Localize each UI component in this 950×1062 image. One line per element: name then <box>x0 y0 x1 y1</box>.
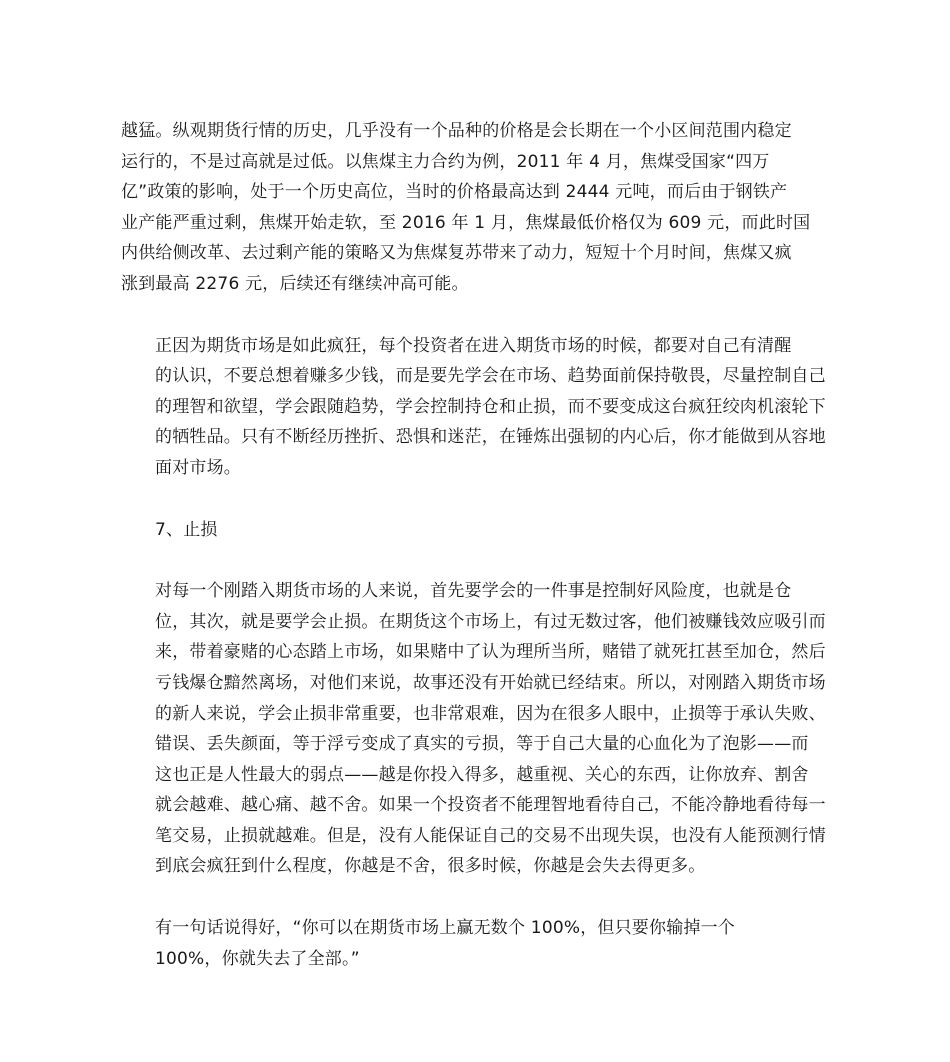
text-line: 越猛。纵观期货行情的历史，几乎没有一个品种的价格是会长期在一个小区间范围内稳定 <box>121 121 792 141</box>
text-line: 的理智和欲望，学会跟随趋势，学会控制持仓和止损，而不要变成这台疯狂绞肉机滚轮下 <box>155 396 826 417</box>
text-line: 内供给侧改革、去过剩产能的策略又为焦煤复苏带来了动力，短短十个月时间，焦煤又疯 <box>121 243 792 264</box>
paragraph-quote <box>121 913 837 974</box>
text-line: 的认识，不要总想着赚多少钱，而是要先学会在市场、趋势面前保持敬畏，尽量控制自己 <box>155 366 826 387</box>
text-line: 面对市场。 <box>155 457 241 478</box>
text-line: 错误、丢失颜面，等于浮亏变成了真实的亏损，等于自己大量的心血化为了泡影——而 <box>155 734 809 755</box>
text-line: 就会越难、越心痛、越不舍。如果一个投资者不能理智地看待自己，不能冷静地看待每一 <box>155 795 826 816</box>
paragraph-stop-loss <box>121 576 837 882</box>
text-line: 到底会疯狂到什么程度，你越是不舍，很多时候，你越是会失去得更多。 <box>155 856 706 877</box>
text-line: 来，带着豪赌的心态踏上市场，如果赌中了认为理所当所，赌错了就死扛甚至加仓，然后 <box>155 642 826 663</box>
text-line: 100%，你就失去了全部。” <box>155 948 360 969</box>
text-line: 有一句话说得好，“你可以在期货市场上赢无数个 100%，但只要你输掉一个 <box>155 918 736 939</box>
text-line: 运行的，不是过高就是过低。以焦煤主力合约为例，2011 年 4 月，焦煤受国家“四万 <box>121 151 770 172</box>
text-line: 亏钱爆仓黯然离场，对他们来说，故事还没有开始就已经结束。所以，对刚踏入期货市场 <box>155 672 826 693</box>
text-line: 业产能严重过剩，焦煤开始走软，至 2016 年 1 月，焦煤最低价格仅为 609 元，而此时国 <box>121 212 811 233</box>
text-line: 正因为期货市场是如此疯狂，每个投资者在进入期货市场的时候，都要对自己有清醒 <box>155 335 792 356</box>
text-line: 这也正是人性最大的弱点——越是你投入得多，越重视、关心的东西，让你放弃、割舍 <box>155 764 809 785</box>
heading-text: 7、止损 <box>155 519 218 540</box>
text-line: 涨到最高 2276 元，后续还有继续冲高可能。 <box>121 273 469 294</box>
text-line: 的牺牲品。只有不断经历挫折、恐惧和迷茫，在锤炼出强韧的内心后，你才能做到从容地 <box>155 427 826 448</box>
document-page <box>121 116 837 974</box>
text-line: 笔交易，止损就越难。但是，没有人能保证自己的交易不出现失误，也没有人能预测行情 <box>155 825 826 846</box>
text-line: 位，其次，就是要学会止损。在期货这个市场上，有过无数过客，他们被赚钱效应吸引而 <box>155 611 826 632</box>
paragraph-price-history <box>121 116 837 300</box>
text-line: 对每一个刚踏入期货市场的人来说，首先要学会的一件事是控制好风险度，也就是仓 <box>155 581 792 602</box>
paragraph-self-awareness <box>121 331 837 484</box>
section-heading <box>121 515 837 546</box>
text-line: 亿”政策的影响，处于一个历史高位，当时的价格最高达到 2444 元吨，而后由于钢铁产 <box>121 182 788 203</box>
text-line: 的新人来说，学会止损非常重要，也非常艰难，因为在很多人眼中，止损等于承认失败、 <box>155 703 826 724</box>
